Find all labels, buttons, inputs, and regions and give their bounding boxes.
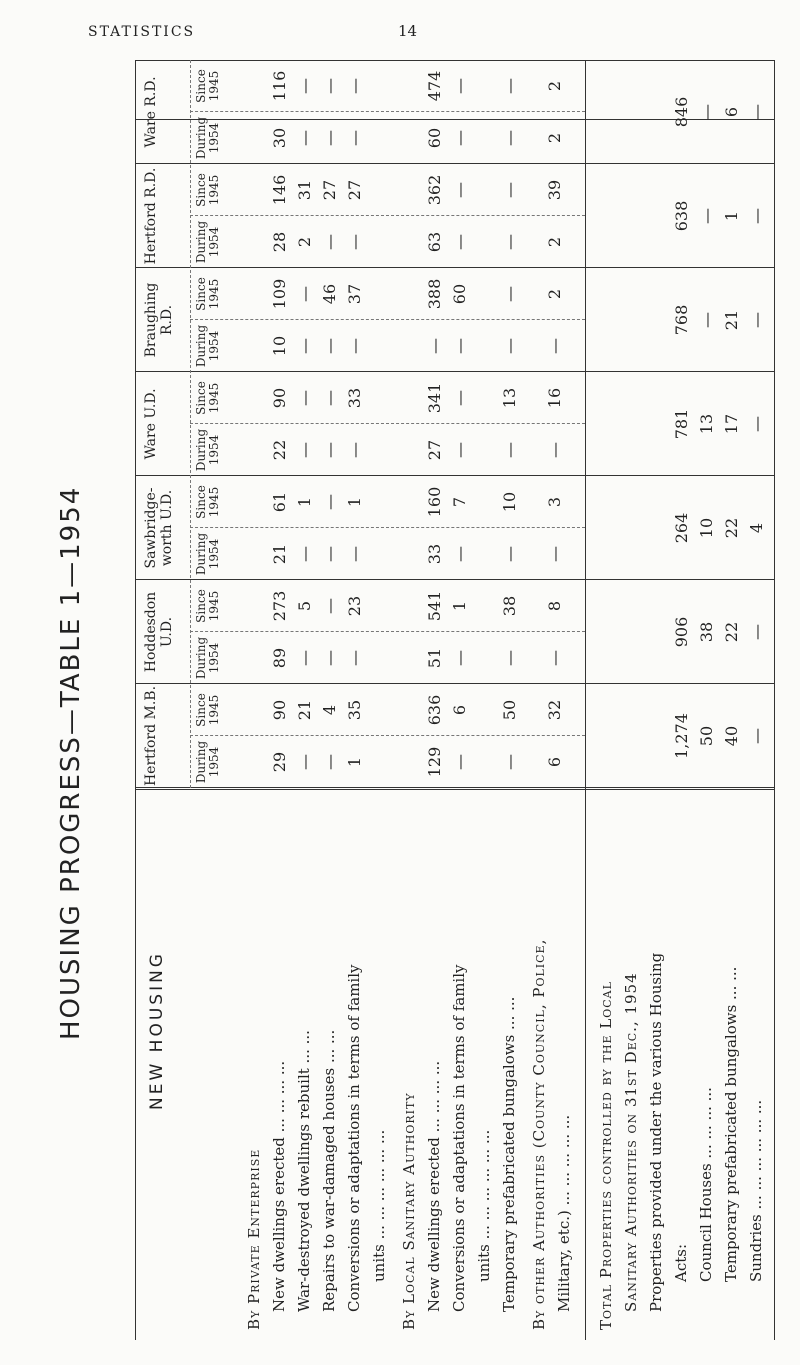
row-label: Repairs to war-damaged houses ... ...	[320, 1029, 338, 1312]
total-cell: 264	[672, 512, 691, 544]
table-cell: 2	[545, 236, 564, 248]
row-label: Conversions or adaptations in terms of family	[450, 964, 468, 1312]
table-cell: 2	[545, 80, 564, 92]
table-cell: 39	[545, 179, 564, 201]
subhead-since: Since 1945	[194, 485, 221, 519]
table-cell: —	[500, 234, 519, 250]
table-cell: —	[500, 754, 519, 770]
total-cell: 38	[697, 621, 716, 643]
table-cell: 3	[545, 496, 564, 508]
row-label: Temporary prefabricated bungalows ... ...	[500, 996, 518, 1312]
total-cell: —	[697, 208, 716, 224]
total-cell: 22	[722, 517, 741, 539]
table-cell: —	[320, 78, 339, 94]
table-cell: 1	[345, 756, 364, 768]
section-other: By other Authorities (County Council, Police,	[530, 938, 548, 1330]
table-cell: —	[320, 546, 339, 562]
table-cell: —	[500, 78, 519, 94]
column-group-header: Ware R.D.	[143, 76, 159, 148]
section-other-cont: Military, etc.) ... ... ... ... ...	[555, 1114, 573, 1312]
total-cell: —	[747, 728, 766, 744]
table-cell: —	[295, 338, 314, 354]
subhead-since: Since 1945	[194, 381, 221, 415]
subhead-since: Since 1945	[194, 277, 221, 311]
total-cell: 906	[672, 616, 691, 648]
table-cell: —	[545, 338, 564, 354]
table-cell: —	[345, 546, 364, 562]
row-label	[763, 1295, 764, 1312]
table-cell: 2	[545, 132, 564, 144]
table-cell: —	[320, 390, 339, 406]
table-cell: —	[320, 650, 339, 666]
total-cell: 22	[722, 621, 741, 643]
table-cell: —	[500, 286, 519, 302]
table-cell: 28	[270, 231, 289, 253]
table-cell: 7	[450, 496, 469, 508]
section-private: By Private Enterprise	[245, 1148, 263, 1330]
table-cell: 6	[450, 704, 469, 716]
table-cell: 30	[270, 127, 289, 149]
table-cell: —	[295, 130, 314, 146]
column-group-header: Braughing R.D.	[143, 282, 175, 358]
table-cell: —	[295, 390, 314, 406]
table-cell: —	[320, 494, 339, 510]
table-cell: 2	[295, 236, 314, 248]
table-cell: —	[500, 338, 519, 354]
table-cell: 146	[270, 174, 289, 206]
table-cell: —	[345, 442, 364, 458]
total-cell: 10	[697, 517, 716, 539]
table-cell: 21	[270, 543, 289, 565]
table-cell: 4	[320, 704, 339, 716]
section-total-cont: Sanitary Authorities on 31st Dec., 1954	[622, 972, 640, 1312]
housing-table	[135, 60, 775, 1340]
page-number: 14	[398, 22, 418, 40]
table-cell: —	[320, 234, 339, 250]
table-cell: —	[295, 442, 314, 458]
total-cell: —	[747, 312, 766, 328]
table-cell: —	[450, 182, 469, 198]
table-cell: 10	[270, 335, 289, 357]
table-cell: —	[295, 286, 314, 302]
row-label: New dwellings erected ... ... ... ...	[425, 1060, 443, 1312]
table-cell: 341	[425, 382, 444, 414]
table-cell: 27	[345, 179, 364, 201]
row-label: Acts:	[672, 1243, 690, 1282]
table-cell: 13	[500, 387, 519, 409]
total-cell: 17	[722, 413, 741, 435]
subhead-during: During 1954	[194, 740, 221, 784]
table-cell: —	[450, 130, 469, 146]
table-cell: 129	[425, 746, 444, 778]
subhead-during: During 1954	[194, 220, 221, 264]
table-cell: 2	[545, 288, 564, 300]
table-cell: —	[345, 78, 364, 94]
table-cell: 273	[270, 590, 289, 622]
table-cell: 33	[345, 387, 364, 409]
table-cell: —	[545, 442, 564, 458]
table-cell: 6	[545, 756, 564, 768]
table-cell: 31	[295, 179, 314, 201]
row-label: units ... ... ... ... ... ...	[370, 1129, 388, 1282]
table-cell: 541	[425, 590, 444, 622]
total-cell: —	[747, 416, 766, 432]
table-cell: 90	[270, 387, 289, 409]
table-cell: 60	[450, 283, 469, 305]
row-label: Conversions or adaptations in terms of family	[345, 964, 363, 1312]
table-cell: —	[320, 442, 339, 458]
total-cell: 846	[672, 96, 691, 128]
table-cell: —	[345, 234, 364, 250]
table-cell: 388	[425, 278, 444, 310]
subhead-during: During 1954	[194, 636, 221, 680]
subhead-since: Since 1945	[194, 693, 221, 727]
row-label: units ... ... ... ... ... ...	[475, 1129, 493, 1282]
section-local: By Local Sanitary Authority	[400, 1092, 418, 1330]
table-cell: 10	[500, 491, 519, 513]
table-cell: —	[320, 338, 339, 354]
table-cell: 8	[545, 600, 564, 612]
table-cell: —	[320, 598, 339, 614]
table-cell: —	[450, 234, 469, 250]
subhead-since: Since 1945	[194, 173, 221, 207]
table-cell: 22	[270, 439, 289, 461]
table-cell: —	[450, 78, 469, 94]
table-cell: 33	[425, 543, 444, 565]
table-cell: 116	[270, 70, 289, 102]
table-cell: 474	[425, 70, 444, 102]
subhead-during: During 1954	[194, 324, 221, 368]
table-cell: 37	[345, 283, 364, 305]
total-cell: 21	[722, 309, 741, 331]
table-cell: 1	[345, 496, 364, 508]
table-cell: 1	[295, 496, 314, 508]
table-cell: 60	[425, 127, 444, 149]
stub-header: NEW HOUSING	[147, 951, 167, 1110]
table-cell: —	[345, 130, 364, 146]
table-cell: 27	[320, 179, 339, 201]
table-cell: —	[450, 442, 469, 458]
table-cell: 109	[270, 278, 289, 310]
table-cell: —	[450, 650, 469, 666]
table-cell: —	[500, 442, 519, 458]
total-cell: —	[747, 624, 766, 640]
table-cell: —	[320, 754, 339, 770]
table-cell: 23	[345, 595, 364, 617]
table-cell: 27	[425, 439, 444, 461]
table-cell: 5	[295, 600, 314, 612]
total-cell: 50	[697, 725, 716, 747]
table-cell: 61	[270, 491, 289, 513]
total-cell: 1	[722, 210, 741, 222]
table-cell: —	[545, 650, 564, 666]
table-cell: 21	[295, 699, 314, 721]
total-cell: 40	[722, 725, 741, 747]
total-cell: 4	[747, 522, 766, 534]
table-cell: 32	[545, 699, 564, 721]
table-cell: 89	[270, 647, 289, 669]
total-cell: 768	[672, 304, 691, 336]
table-cell: 1	[450, 600, 469, 612]
table-cell: —	[320, 130, 339, 146]
row-label: Temporary prefabricated bungalows ... ...	[722, 966, 740, 1282]
table-cell: 362	[425, 174, 444, 206]
total-cell: 13	[697, 413, 716, 435]
row-label: Properties provided under the various Housing	[647, 952, 665, 1312]
total-cell: 6	[722, 106, 741, 118]
table-cell: 38	[500, 595, 519, 617]
subhead-since: Since 1945	[194, 589, 221, 623]
column-group-header: Hertford M.B.	[143, 685, 159, 787]
table-cell: —	[545, 546, 564, 562]
table-cell: —	[425, 338, 444, 354]
total-cell: —	[747, 208, 766, 224]
table-cell: —	[295, 754, 314, 770]
table-cell: —	[450, 546, 469, 562]
table-cell: —	[295, 546, 314, 562]
table-title: HOUSING PROGRESS—TABLE 1—1954	[56, 485, 86, 1040]
table-cell: 90	[270, 699, 289, 721]
table-cell: 51	[425, 647, 444, 669]
table-cell: —	[500, 130, 519, 146]
total-cell: —	[697, 104, 716, 120]
section-total: Total Properties controlled by the Local	[597, 981, 615, 1330]
total-cell: 1,274	[672, 713, 691, 759]
table-cell: 636	[425, 694, 444, 726]
table-cell: —	[295, 650, 314, 666]
subhead-during: During 1954	[194, 532, 221, 576]
table-cell: 35	[345, 699, 364, 721]
table-cell: 63	[425, 231, 444, 253]
table-cell: 160	[425, 486, 444, 518]
total-cell: —	[697, 312, 716, 328]
table-cell: —	[500, 546, 519, 562]
table-cell: 50	[500, 699, 519, 721]
row-label: Sundries ... ... ... ... ... ...	[747, 1099, 765, 1282]
subhead-since: Since 1945	[194, 69, 221, 103]
row-label: War-destroyed dwellings rebuilt ... ...	[295, 1030, 313, 1312]
subhead-during: During 1954	[194, 116, 221, 160]
column-group-header: Hoddesdon U.D.	[143, 591, 175, 673]
total-cell: 781	[672, 408, 691, 440]
column-group-header: Hertford R.D.	[143, 167, 159, 265]
table-cell: 46	[320, 283, 339, 305]
total-cell: —	[747, 104, 766, 120]
row-label: Council Houses ... ... ... ...	[697, 1087, 715, 1282]
column-group-header: Ware U.D.	[143, 388, 159, 460]
table-cell: —	[295, 78, 314, 94]
table-cell: —	[450, 754, 469, 770]
table-cell: —	[345, 650, 364, 666]
table-cell: —	[500, 650, 519, 666]
row-label: New dwellings erected ... ... ... ...	[270, 1060, 288, 1312]
table-cell: 29	[270, 751, 289, 773]
table-cell: —	[450, 390, 469, 406]
subhead-during: During 1954	[194, 428, 221, 472]
table-cell: —	[450, 338, 469, 354]
table-cell: —	[345, 338, 364, 354]
column-group-header: Sawbridge-worth U.D.	[143, 487, 175, 569]
total-cell: 638	[672, 200, 691, 232]
table-cell: 16	[545, 387, 564, 409]
running-header: STATISTICS	[88, 24, 196, 40]
table-cell: —	[500, 182, 519, 198]
